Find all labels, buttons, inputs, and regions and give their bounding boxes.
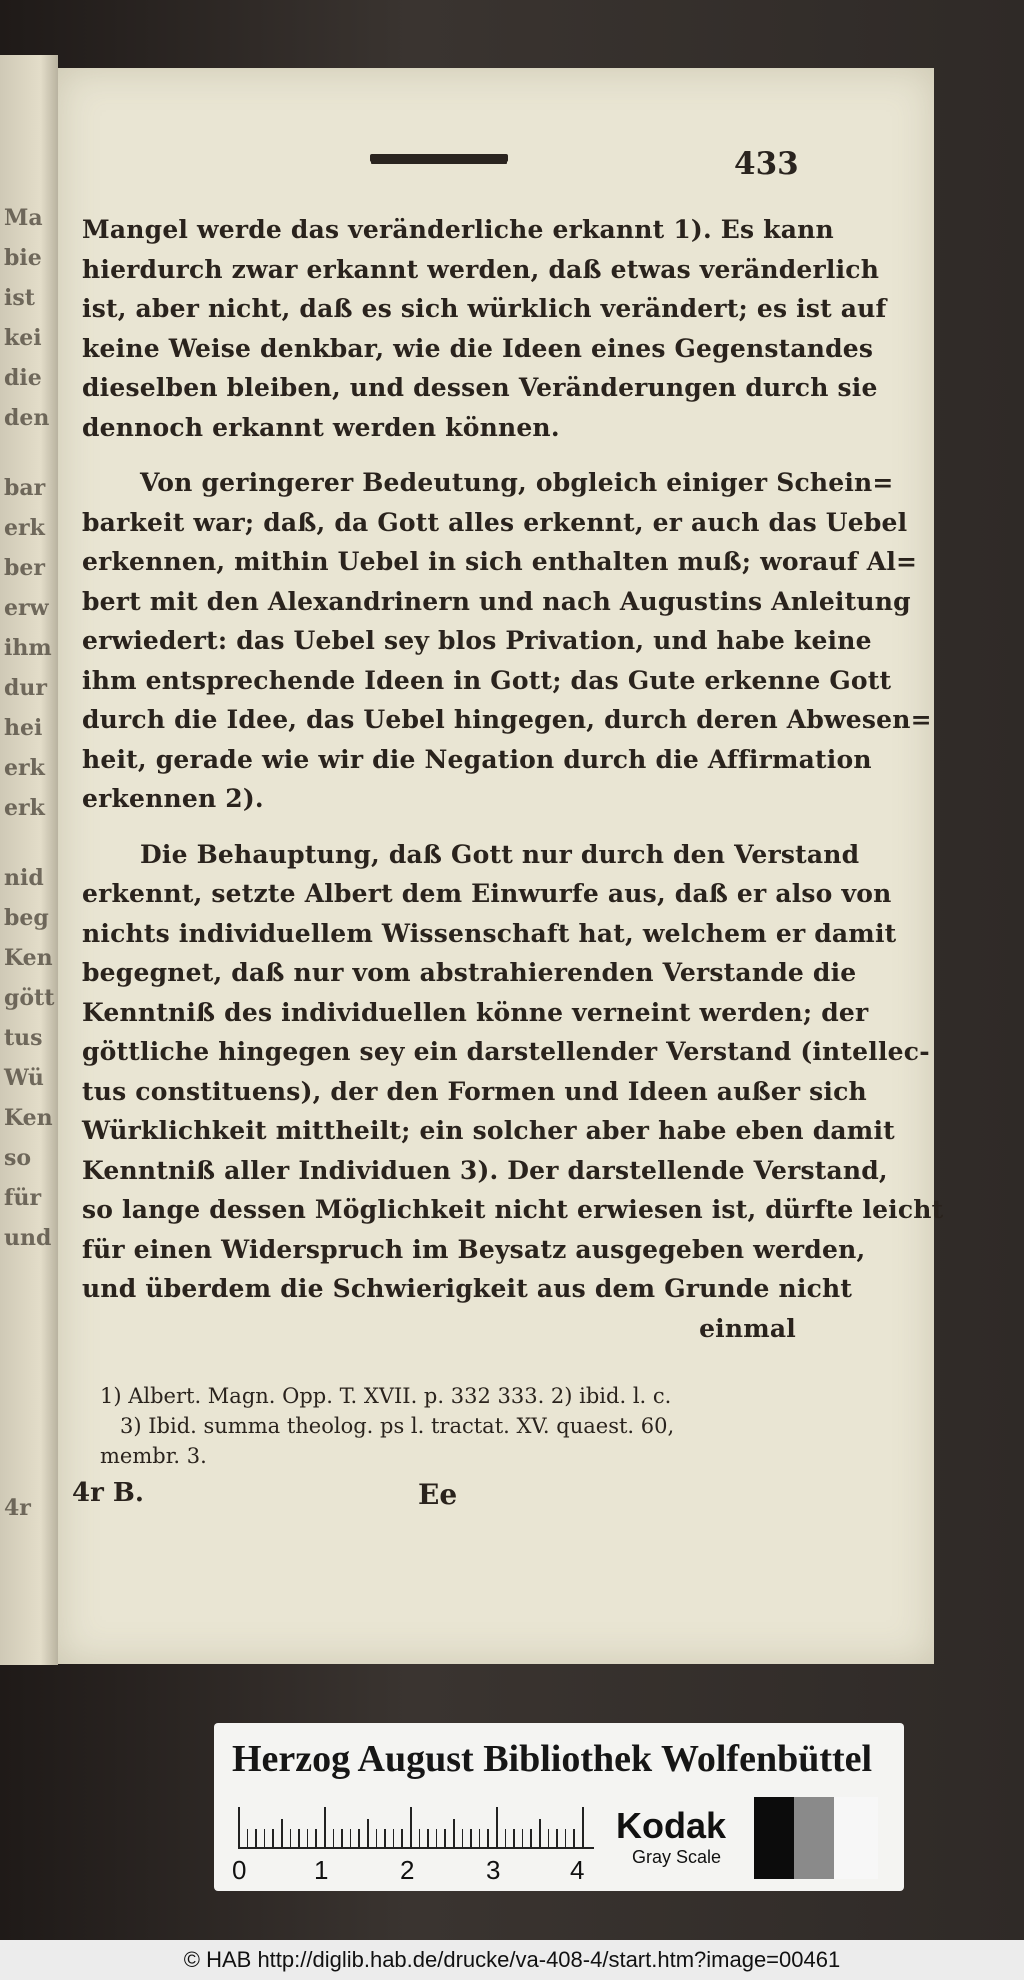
previous-page-fragment: dur (4, 675, 47, 701)
footnotes (100, 1381, 800, 1471)
previous-page-fragment: bar (4, 475, 46, 501)
page-number: 433 (734, 146, 799, 182)
ruler-tick (393, 1829, 395, 1847)
paragraph-2 (82, 463, 932, 819)
ruler-tick (264, 1829, 266, 1847)
ruler-tick (444, 1829, 446, 1847)
ruler-number: 4 (570, 1855, 585, 1885)
ruler-tick (462, 1829, 464, 1847)
ruler-tick (376, 1829, 378, 1847)
text-line: Die Behauptung, daß Gott nur durch den Verstand (140, 839, 860, 869)
text-line: göttliche hingegen sey ein darstellender Verstand (intellec- (82, 1037, 930, 1066)
footnote-line: 1) Albert. Magn. Opp. T. XVII. p. 332 333. 2) ibid. l. c. (100, 1384, 672, 1408)
ruler-tick (479, 1829, 481, 1847)
previous-page-fragment: und (4, 1225, 52, 1251)
ruler-number: 2 (400, 1855, 415, 1885)
ruler-tick (410, 1807, 412, 1847)
text-line: erwiedert: das Uebel sey blos Privation, und habe keine (82, 626, 872, 655)
body-text (82, 210, 944, 1348)
ruler-tick (298, 1829, 300, 1847)
gray-swatch-mid (794, 1797, 834, 1879)
text-line: dennoch erkannt werden können. (82, 412, 560, 442)
ruler-tick (324, 1807, 326, 1847)
gray-scale-label: Gray Scale (632, 1847, 722, 1867)
ruler-number: 3 (486, 1855, 501, 1885)
text-line: Mangel werde das veränderliche erkannt 1). Es kann (82, 215, 834, 244)
text-line: so lange dessen Möglichkeit nicht erwiesen ist, dürfte leicht (82, 1195, 944, 1224)
text-line: erkennt, setzte Albert dem Einwurfe aus, daß er also von (82, 879, 892, 908)
previous-page-fragment: ihm (4, 635, 52, 661)
ruler-tick (247, 1829, 249, 1847)
ruler-tick (290, 1829, 292, 1847)
ruler-tick (315, 1829, 317, 1847)
copyright-footer: © HAB http://diglib.hab.de/drucke/va-408-4/start.htm?image=00461 (0, 1940, 1024, 1980)
text-line: ist, aber nicht, daß es sich würklich verändert; es ist auf (82, 294, 887, 323)
text-line: Kenntniß aller Individuen 3). Der darstellende Verstand, (82, 1155, 888, 1185)
text-line: Würklichkeit mittheilt; ein solcher aber habe eben damit (82, 1116, 895, 1145)
text-line: hierdurch zwar erkannt werden, daß etwas veränderlich (82, 254, 880, 284)
ruler-tick (238, 1807, 240, 1847)
previous-page-fragment: erw (4, 595, 49, 621)
text-line: durch die Idee, das Uebel hingegen, durch deren Abwesen= (82, 705, 932, 734)
ruler-tick (522, 1829, 524, 1847)
previous-page-fragment: gött (4, 985, 55, 1011)
text-line: barkeit war; daß, da Gott alles erkennt, er auch das Uebel (82, 507, 908, 537)
catchword: Ee (418, 1478, 458, 1511)
text-line: dieselben bleiben, und dessen Veränderungen durch sie (82, 373, 878, 402)
text-line: bert mit den Alexandrinern und nach Augustins Anleitung (82, 586, 911, 616)
ruler-number: 1 (314, 1855, 329, 1885)
ruler-tick (350, 1829, 352, 1847)
ruler-tick (496, 1807, 498, 1847)
text-line: erkennen, mithin Uebel in sich enthalten muß; worauf Al= (82, 547, 918, 576)
previous-page-fragment: beg (4, 905, 49, 931)
ruler-tick (530, 1829, 532, 1847)
catchword-line: einmal (699, 1313, 796, 1343)
footnote-line: membr. 3. (100, 1444, 207, 1468)
color-calibration-card (214, 1723, 904, 1891)
text-line: für einen Widerspruch im Beysatz ausgegeben werden, (82, 1234, 866, 1264)
paragraph-1 (82, 210, 887, 447)
ruler-tick (470, 1829, 472, 1847)
ruler-tick (556, 1829, 558, 1847)
previous-page-fragment: hei (4, 715, 43, 741)
previous-page-fragment: erk (4, 755, 45, 781)
ruler-tick (401, 1829, 403, 1847)
ruler-tick (367, 1819, 369, 1847)
previous-page-fragment: tus (4, 1025, 43, 1051)
ruler-tick (487, 1829, 489, 1847)
previous-page-edge (0, 55, 58, 1665)
ruler-tick (513, 1829, 515, 1847)
previous-page-fragment: kei (4, 325, 42, 351)
gray-swatch-black (754, 1797, 794, 1879)
ruler-tick (419, 1829, 421, 1847)
ruler-tick (341, 1829, 343, 1847)
ruler-tick (281, 1819, 283, 1847)
text-line: Von geringerer Bedeutung, obgleich einiger Schein= (140, 468, 894, 497)
previous-page-fragment: erk (4, 515, 45, 541)
ruler-tick (307, 1829, 309, 1847)
text-line: erkennen 2). (82, 784, 264, 813)
ruler-tick (272, 1829, 274, 1847)
ruler-tick (582, 1807, 584, 1847)
previous-page-fragment: 4r (4, 1495, 31, 1521)
previous-page-fragment: Ken (4, 945, 53, 971)
book-page (58, 68, 944, 1664)
text-line: tus constituens), der den Formen und Ideen außer sich (82, 1076, 867, 1106)
ruler-tick (384, 1829, 386, 1847)
footnote-line: 3) Ibid. summa theolog. ps l. tractat. XV. quaest. 60, (100, 1414, 675, 1438)
ruler-number: 0 (232, 1855, 247, 1885)
text-line: ihm entsprechende Ideen in Gott; das Gute erkenne Gott (82, 665, 892, 695)
previous-page-fragment: Wü (4, 1065, 44, 1091)
ruler-tick (539, 1819, 541, 1847)
ruler-tick (333, 1829, 335, 1847)
ruler-tick (436, 1829, 438, 1847)
library-title: Herzog August Bibliothek Wolfenbüttel (232, 1738, 873, 1780)
ruler-scale (238, 1801, 594, 1849)
paragraph-3 (82, 835, 944, 1309)
ruler-tick (565, 1829, 567, 1847)
previous-page-fragment: ist (4, 285, 35, 311)
previous-page-fragment: erk (4, 795, 45, 821)
previous-page-fragment: Ma (4, 205, 43, 231)
text-line: begegnet, daß nur vom abstrahierenden Verstande die (82, 958, 857, 987)
signature-mark: 4r B. (72, 1478, 144, 1508)
previous-page-fragment: Ken (4, 1105, 53, 1131)
text-line: Kenntniß des individuellen könne verneint werden; der (82, 997, 869, 1027)
ruler-tick (255, 1829, 257, 1847)
text-line: keine Weise denkbar, wie die Ideen eines Gegenstandes (82, 333, 874, 363)
previous-page-fragment: nid (4, 865, 44, 891)
ruler-tick (453, 1819, 455, 1847)
gray-swatch-white (834, 1797, 878, 1879)
ruler-tick (505, 1829, 507, 1847)
kodak-logo: Kodak (616, 1805, 727, 1846)
previous-page-fragment: so (4, 1145, 32, 1171)
previous-page-fragment: die (4, 365, 42, 391)
ruler-tick (358, 1829, 360, 1847)
ruler-tick (548, 1829, 550, 1847)
previous-page-fragment: bie (4, 245, 42, 271)
ruler-tick (573, 1829, 575, 1847)
header-rule (370, 154, 508, 162)
ruler-tick (427, 1829, 429, 1847)
previous-page-fragment: ber (4, 555, 45, 581)
text-line: und überdem die Schwierigkeit aus dem Grunde nicht (82, 1274, 853, 1303)
text-line: nichts individuellem Wissenschaft hat, welchem er damit (82, 918, 897, 948)
previous-page-fragment: den (4, 405, 50, 431)
text-line: heit, gerade wie wir die Negation durch die Affirmation (82, 744, 872, 774)
previous-page-fragment: für (4, 1185, 42, 1211)
